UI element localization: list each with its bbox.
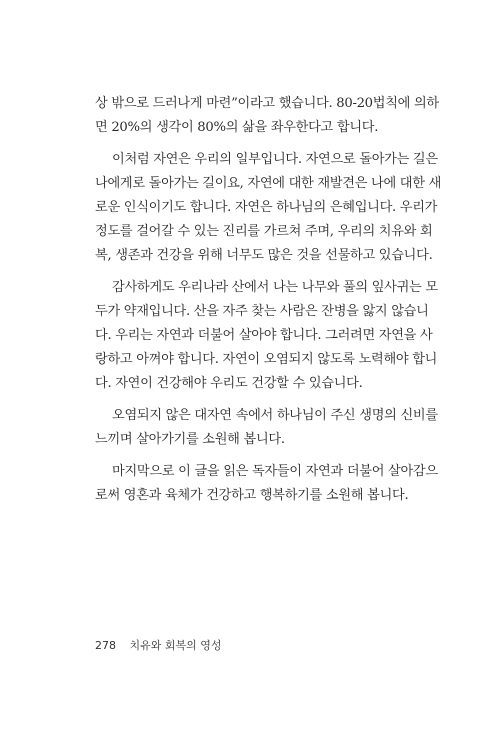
text-line: 나에게로 돌아가는 길이요, 자연에 대한 재발견은 나에 대한 새: [95, 176, 442, 191]
text-line: 정도를 걸어갈 수 있는 진리를 가르쳐 주며, 우리의 치유와 회: [95, 224, 433, 239]
paragraph-line: 감사하게도 우리나라 산에서 나는 나무와 풀의 잎사귀는 모: [112, 280, 438, 295]
text-line: 상 밖으로 드러나게 마련”이라고 했습니다. 80-20법칙에 의하: [95, 96, 439, 111]
paragraph-line: 마지막으로 이 글을 읽은 독자들이 자연과 더불어 살아감으: [112, 464, 438, 479]
text-line: 복, 생존과 건강을 위해 너무도 많은 것을 선물하고 있습니다.: [95, 248, 433, 263]
text-line: 두가 약재입니다. 산을 자주 찾는 사람은 잔병을 앓지 않습니: [95, 304, 429, 319]
text-line: 다. 자연이 건강해야 우리도 건강할 수 있습니다.: [95, 376, 363, 391]
paragraph-line: 이처럼 자연은 우리의 일부입니다. 자연으로 돌아가는 길은: [112, 152, 438, 167]
text-line: 다. 우리는 자연과 더불어 살아야 합니다. 그러려면 자연을 사: [95, 328, 433, 343]
page-number: 278: [95, 639, 116, 652]
text-line: 로써 영혼과 육체가 건강하고 행복하기를 소원해 봅니다.: [95, 488, 409, 503]
paragraph-line: 오염되지 않은 대자연 속에서 하나님이 주신 생명의 신비를: [112, 408, 438, 423]
running-title: 치유와 회복의 영성: [129, 639, 222, 652]
page-footer: [95, 637, 222, 655]
text-line: 로운 인식이기도 합니다. 자연은 하나님의 은혜입니다. 우리가: [95, 200, 438, 215]
text-line: 면 20%의 생각이 80%의 삶을 좌우한다고 합니다.: [95, 120, 379, 135]
text-line: 랑하고 아껴야 합니다. 자연이 오염되지 않도록 노력해야 합니: [95, 352, 438, 367]
text-line: 느끼며 살아가기를 소원해 봅니다.: [95, 432, 285, 447]
